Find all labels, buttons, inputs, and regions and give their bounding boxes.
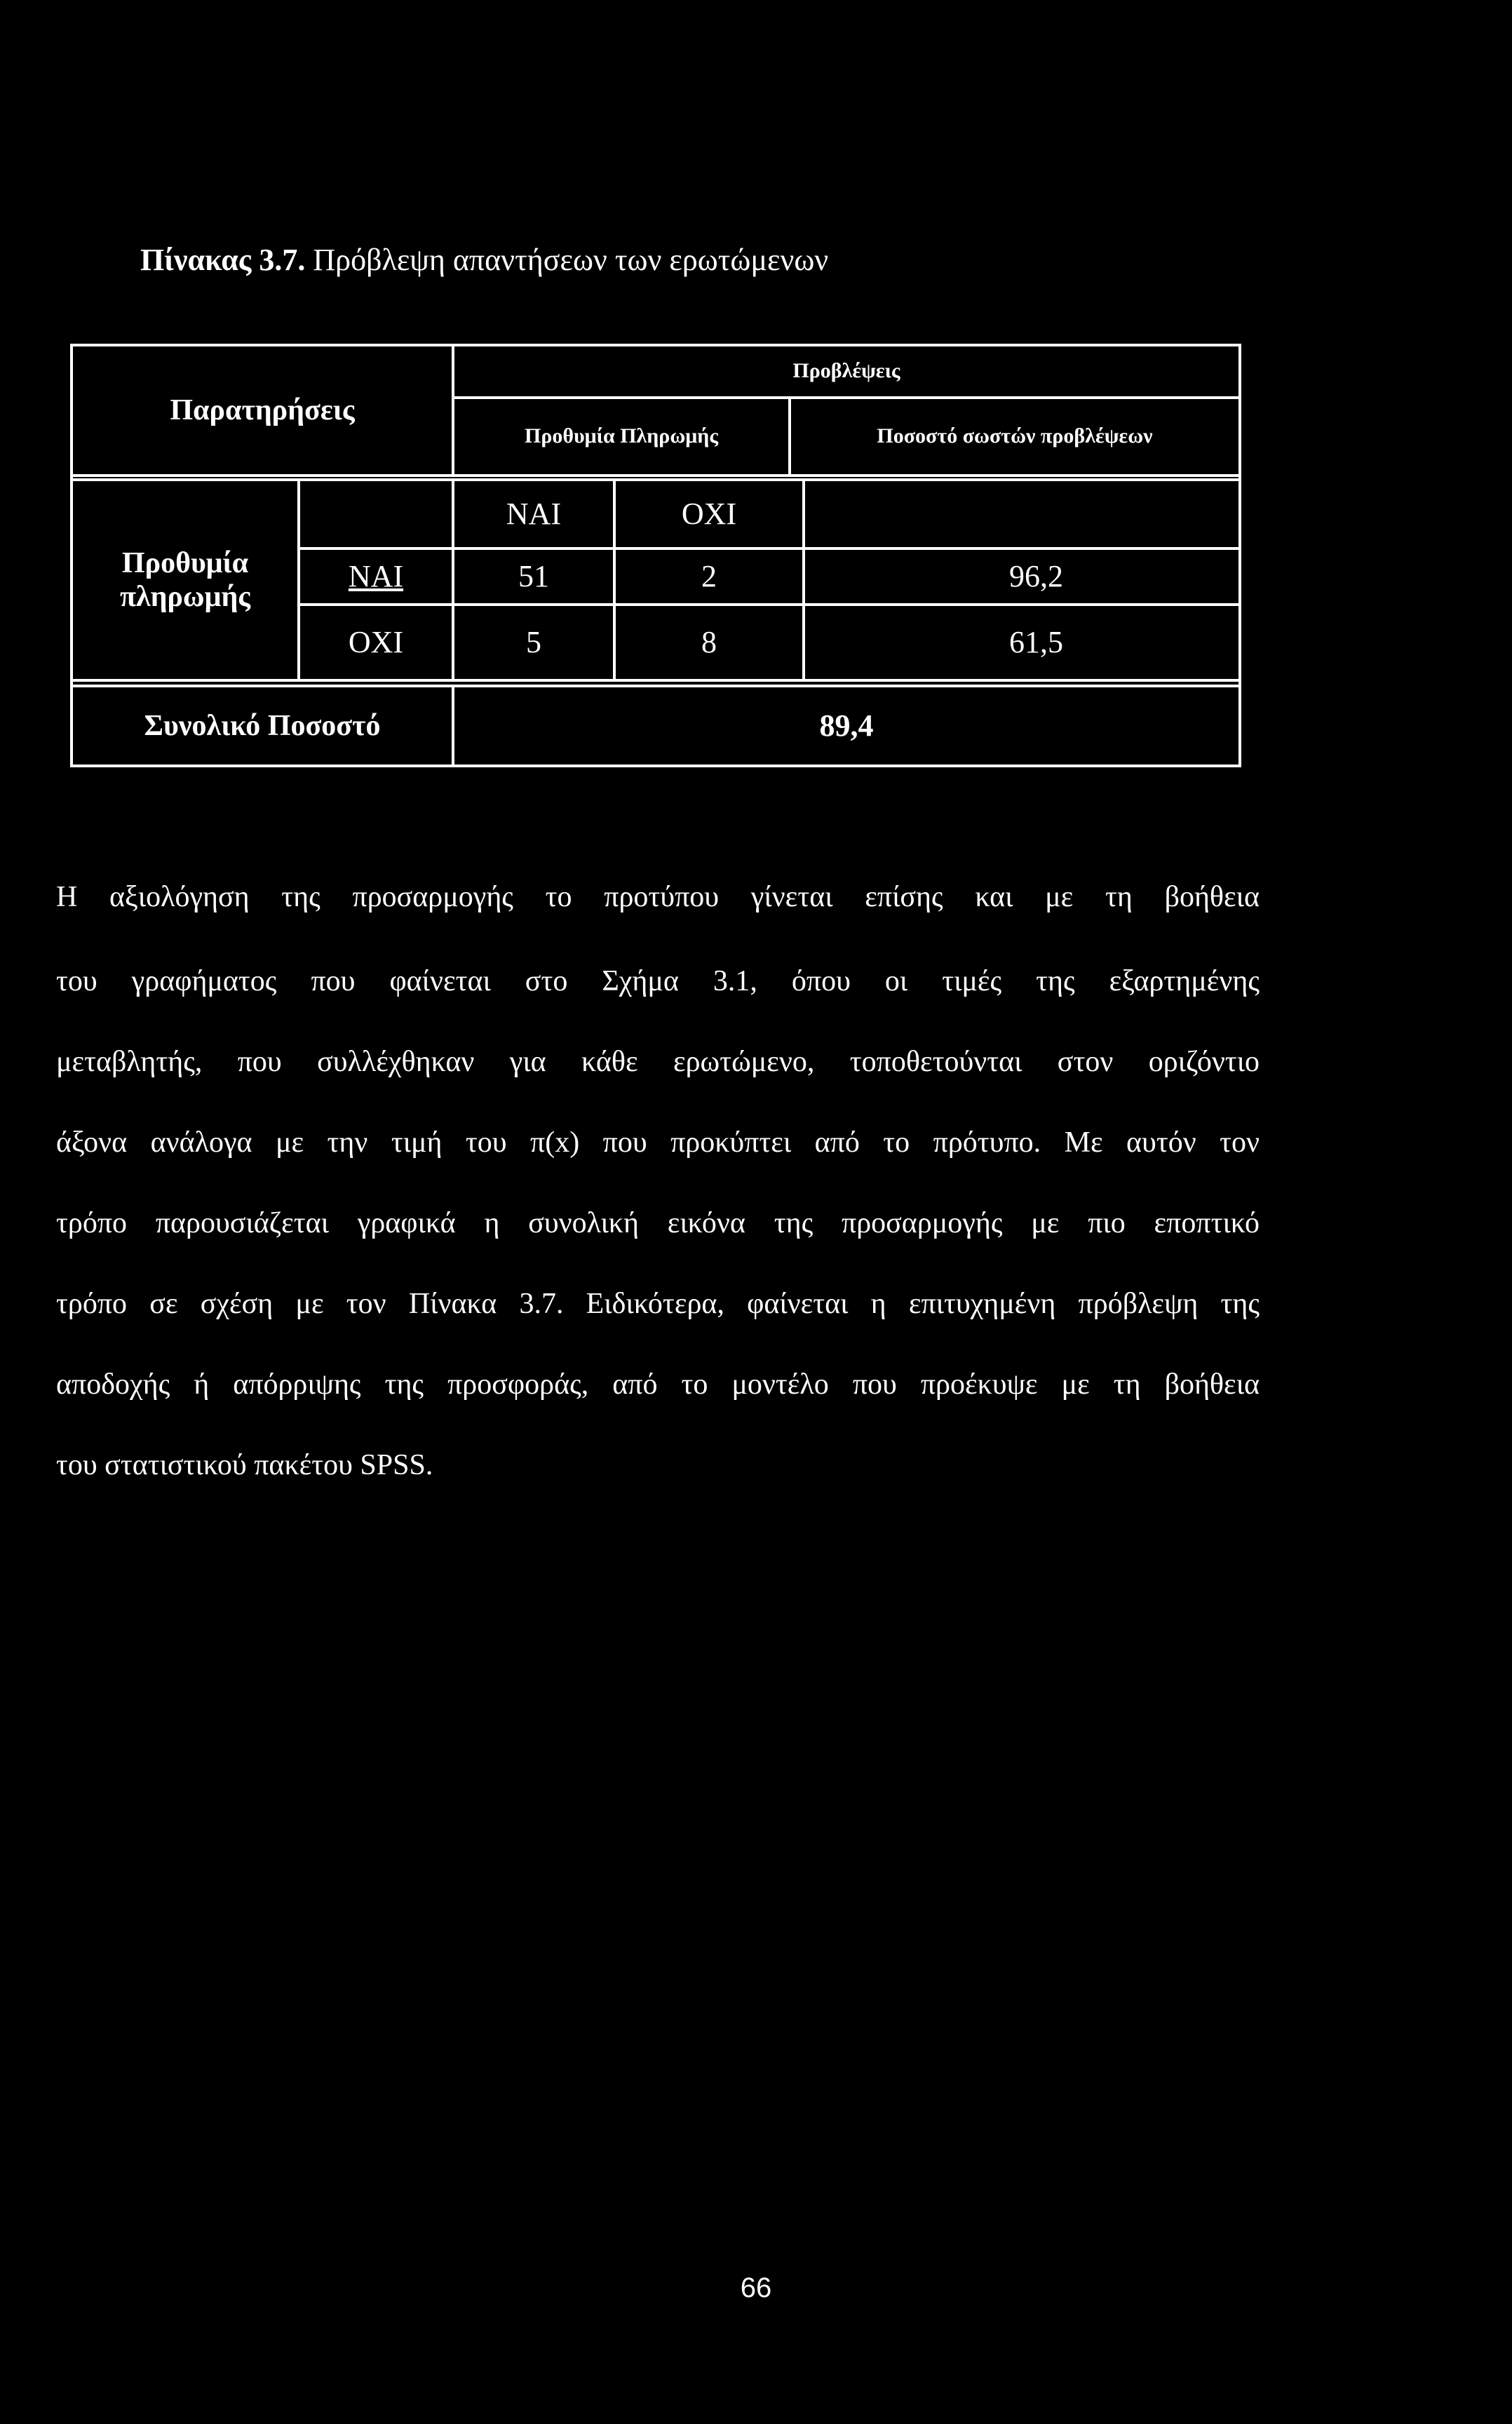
header-observations: Παρατηρήσεις: [170, 393, 355, 426]
table-border-bottom: [70, 765, 1241, 767]
cell-no-yes: 5: [526, 624, 541, 659]
cell-yes-percent: 96,2: [1009, 558, 1063, 593]
page-number: 66: [740, 2272, 772, 2303]
paragraph-line: Η αξιολόγηση της προσαρμογής το προτύπου γίνεται επίσης και με τη βοήθεια: [56, 881, 1260, 913]
table-border-right: [1238, 344, 1241, 767]
row-label-yes: ΝΑΙ: [348, 558, 404, 593]
cell-yes-no: 2: [701, 558, 717, 593]
row-label-no: ΟΧΙ: [348, 624, 404, 659]
total-value: 89,4: [819, 708, 874, 743]
paragraph-line: άξονα ανάλογα με την τιμή του π(x) που προκύπτει από το πρότυπο. Με αυτόν τον: [56, 1126, 1260, 1159]
header-percent-correct: Ποσοστό σωστών προβλέψεων: [877, 424, 1153, 448]
table-line: [70, 679, 1241, 682]
cell-yes-yes: 51: [518, 558, 549, 593]
total-label: Συνολικό Ποσοστό: [144, 709, 381, 742]
row-group-label: [73, 481, 297, 679]
header-willingness: Προθυμία Πληρωμής: [525, 424, 718, 448]
paragraph-line: τρόπο σε σχέση με τον Πίνακα 3.7. Ειδικότερα, φαίνεται η επιτυχημένη πρόβλεψη της: [56, 1288, 1260, 1320]
paragraph-line: του γραφήματος που φαίνεται στο Σχήμα 3.1, όπου οι τιμές της εξαρτημένης: [56, 965, 1260, 997]
col-header-yes: ΝΑΙ: [506, 496, 562, 531]
row-group-label-text: Προθυμία πληρωμής: [119, 546, 251, 613]
paragraph-line: αποδοχής ή απόρριψης της προσφοράς, από το μοντέλο που προέκυψε με τη βοήθεια: [56, 1368, 1260, 1401]
paragraph-line: μεταβλητής, που συλλέχθηκαν για κάθε ερωτώμενο, τοποθετούνται στον οριζόντιο: [56, 1046, 1260, 1078]
cell-no-percent: 61,5: [1009, 624, 1063, 659]
header-predictions: Προβλέψεις: [792, 359, 900, 383]
paragraph-line: τρόπο παρουσιάζεται γραφικά η συνολική εικόνα της προσαρμογής με πιο εποπτικό: [56, 1207, 1260, 1239]
paragraph-line: του στατιστικού πακέτου SPSS.: [56, 1449, 433, 1481]
table-caption: [140, 242, 828, 278]
col-header-no: ΟΧΙ: [681, 496, 737, 531]
cell-no-no: 8: [701, 624, 717, 659]
caption-label: Πίνακας 3.7.: [140, 243, 306, 277]
table-line: [70, 474, 1241, 477]
caption-text: Πρόβλεψη απαντήσεων των ερωτώμενων: [313, 243, 829, 277]
